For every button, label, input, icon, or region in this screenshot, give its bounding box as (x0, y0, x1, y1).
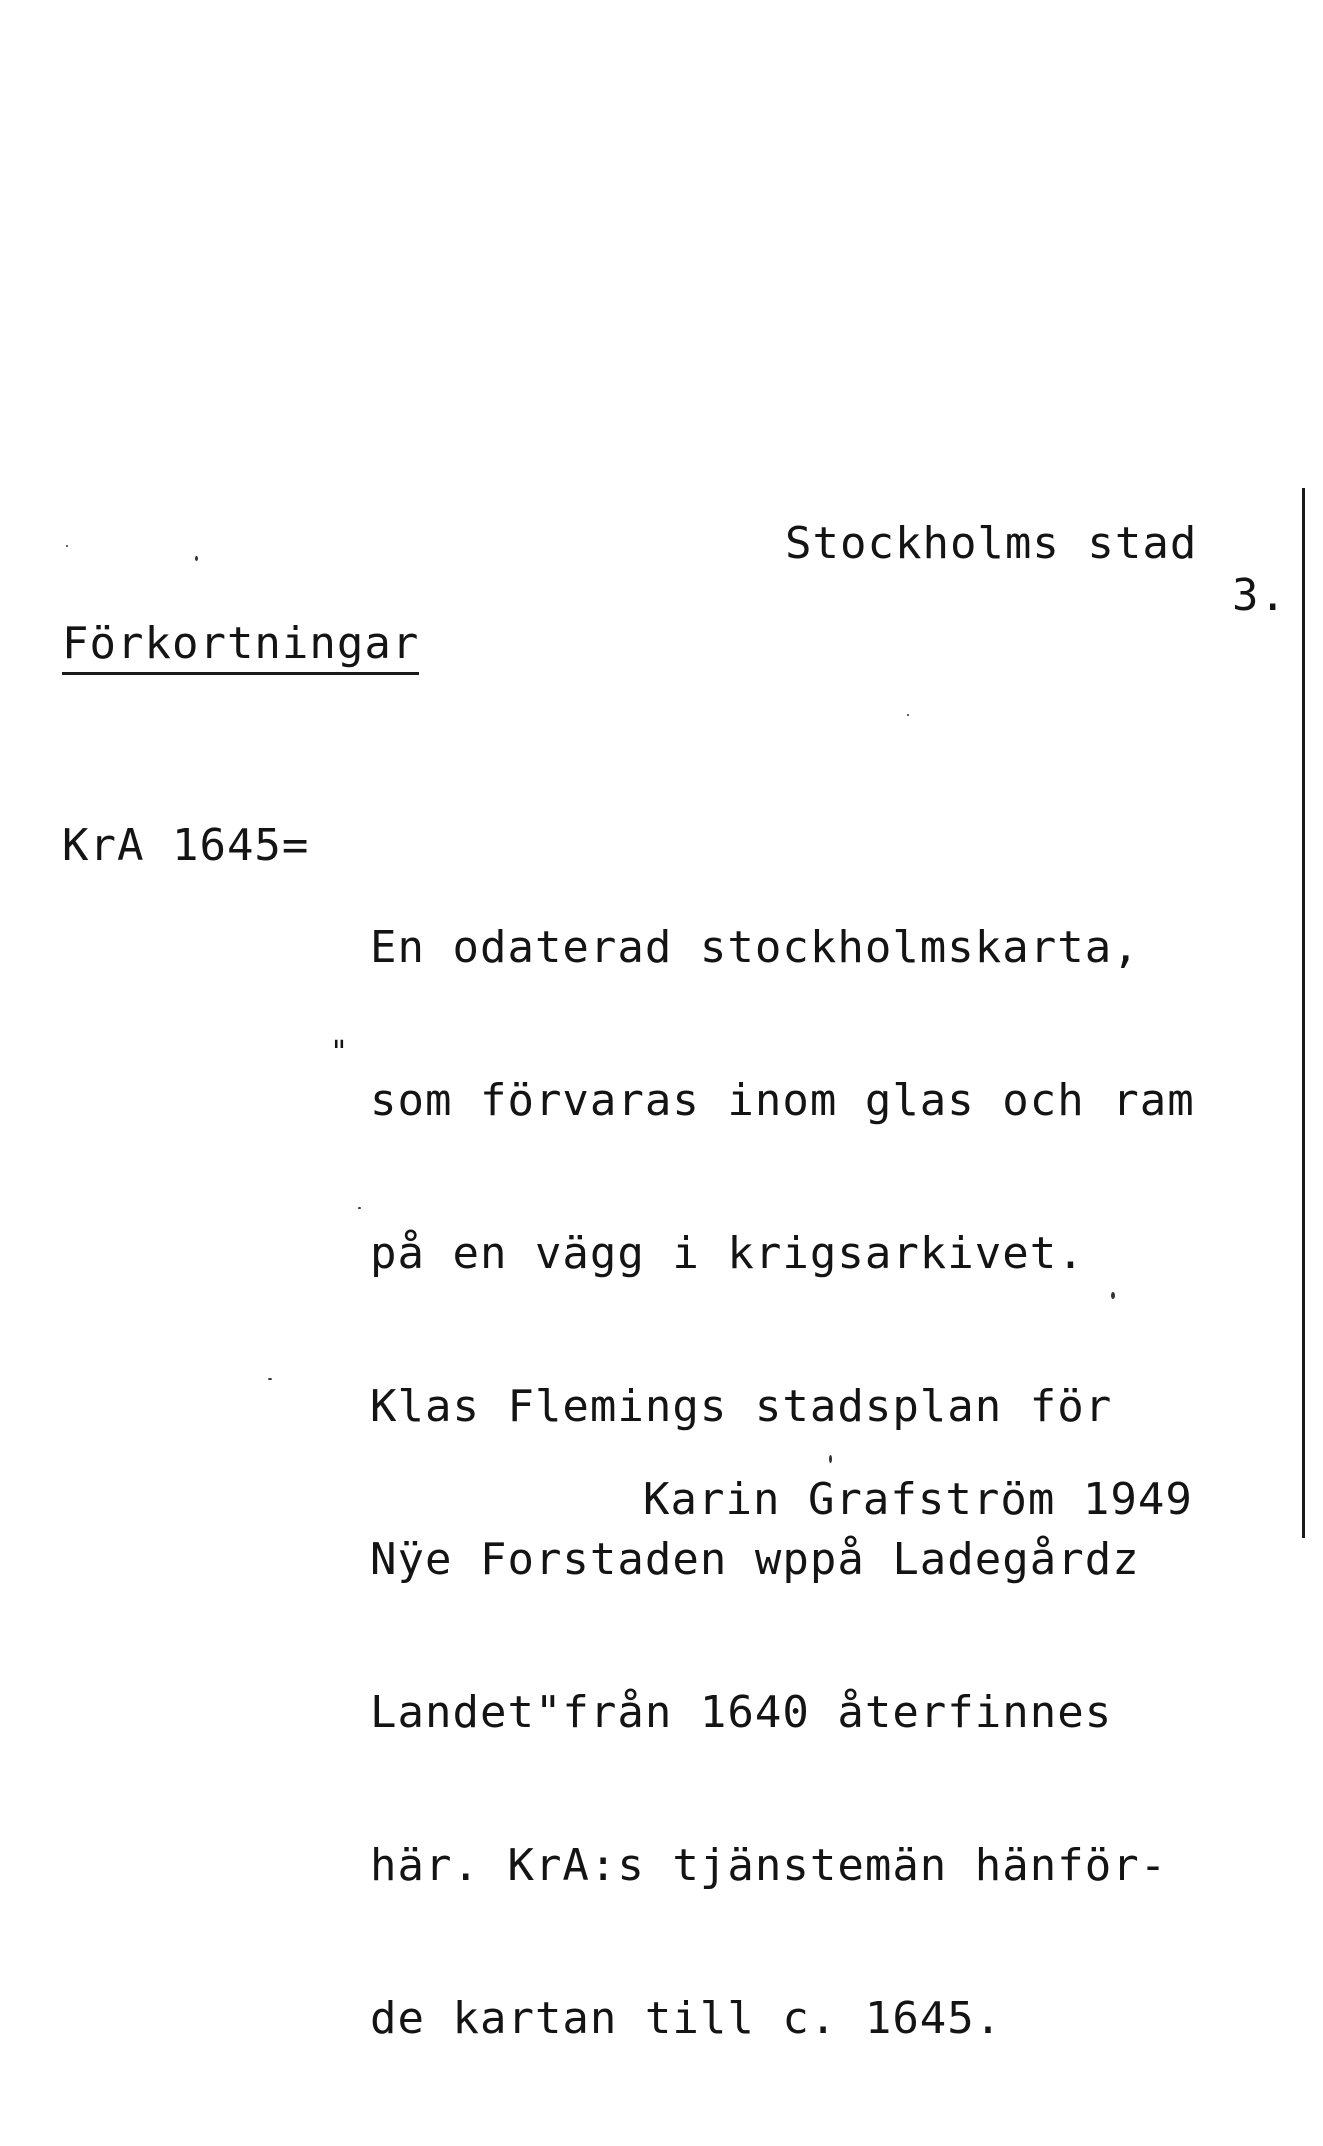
heading: Förkortningar (62, 618, 419, 675)
definition-line: En odaterad stockholmskarta, (370, 922, 1140, 973)
scan-speck (268, 1378, 272, 1380)
scan-speck (195, 556, 198, 561)
scan-speck (907, 714, 909, 716)
abbreviation: KrA 1645= (62, 820, 310, 871)
definition-line: här. KrA:s tjänstemän hänför- (370, 1840, 1168, 1891)
signature: Karin Grafström 1949 (643, 1474, 1193, 1525)
definition-line: på en vägg i krigsarkivet. (370, 1228, 1085, 1279)
card-number: 3. (1232, 570, 1287, 621)
definition-line: Nÿe Forstaden wppå Ladegårdz (370, 1534, 1140, 1585)
quote-mark: " (330, 1035, 350, 1070)
scan-speck (66, 545, 68, 547)
scan-speck (829, 1455, 832, 1463)
scan-speck (1111, 1292, 1115, 1299)
definition-line: Klas Flemings stadsplan för (370, 1381, 1113, 1432)
definition-line: de kartan till c. 1645. (370, 1993, 1003, 2044)
definition-line: som förvaras inom glas och ram (370, 1075, 1195, 1126)
definition-line: Landet"från 1640 återfinnes (370, 1687, 1113, 1738)
place-name: Stockholms stad (785, 518, 1198, 569)
scan-speck (358, 1207, 361, 1209)
card-edge-line (1302, 488, 1305, 1538)
